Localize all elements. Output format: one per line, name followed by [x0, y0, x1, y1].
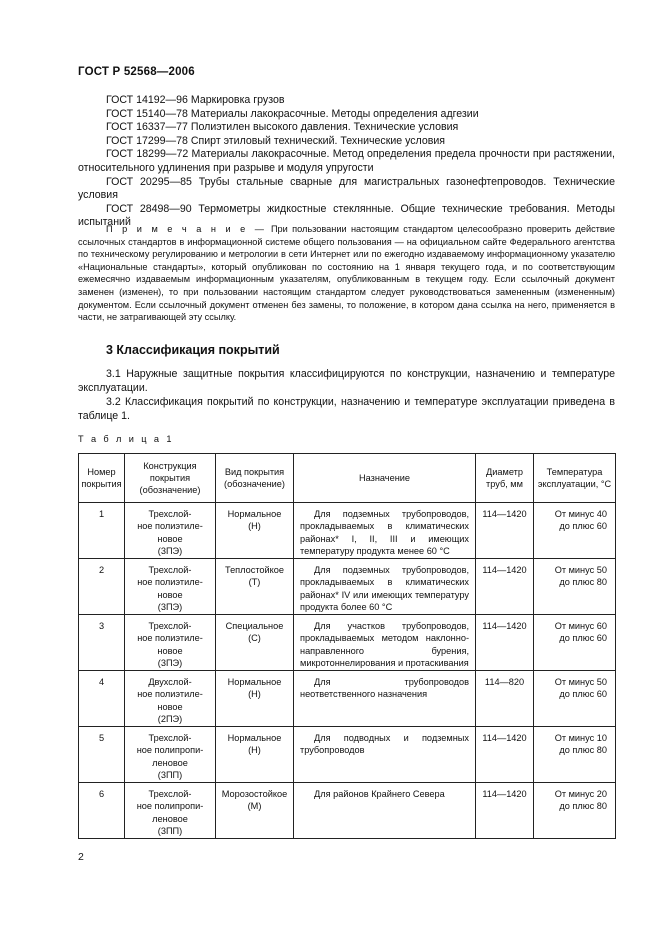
table-row: [79, 671, 616, 727]
header-cell: Конструкция покрытия (обозначение): [125, 454, 216, 503]
cell-diameter: 114—1420: [476, 503, 534, 559]
cell-construction: Трехслой- ное полипропи- леновое (3ПП): [125, 727, 216, 783]
table-row: [79, 559, 616, 615]
reference-item: ГОСТ 15140—78 Материалы лакокрасочные. Методы определения адгезии: [106, 107, 479, 120]
table-row: [79, 503, 616, 559]
cell-number: 6: [79, 783, 125, 839]
cell-type: Нормальное (Н): [216, 671, 294, 727]
header-cell: Номер покрытия: [79, 454, 125, 503]
cell-purpose: Для подводных и подземных трубопроводов: [294, 727, 476, 783]
cell-diameter: 114—820: [476, 671, 534, 727]
cell-purpose: Для подземных трубопроводов, прокладываемых в климатических районах* I, II, III и имеющих температуру продукта менее 60 °С: [294, 503, 476, 559]
cell-purpose: Для участков трубопроводов, прокладываемых методом наклонно-направленного бурения, микротоннелирования и протаскивания: [294, 615, 476, 671]
cell-number: 1: [79, 503, 125, 559]
reference-item: ГОСТ 16337—77 Полиэтилен высокого давления. Технические условия: [106, 121, 459, 134]
cell-number: 5: [79, 727, 125, 783]
header-cell: Назначение: [294, 454, 476, 503]
cell-temperature: От минус 20 до плюс 80: [534, 783, 616, 839]
table-row: [79, 615, 616, 671]
cell-temperature: От минус 60 до плюс 60: [534, 615, 616, 671]
cell-construction: Трехслой- ное полиэтиле- новое (3ПЭ): [125, 559, 216, 615]
cell-type: Морозостойкое (М): [216, 783, 294, 839]
header-cell: Вид покрытия (обозначение): [216, 454, 294, 503]
header-cell: Диаметр труб, мм: [476, 454, 534, 503]
cell-temperature: От минус 50 до плюс 60: [534, 671, 616, 727]
cell-type: Нормальное (Н): [216, 503, 294, 559]
page-number: 2: [78, 851, 84, 863]
cell-number: 4: [79, 671, 125, 727]
cell-construction: Двухслой- ное полиэтиле- новое (2ПЭ): [125, 671, 216, 727]
reference-item: ГОСТ 18299—72 Материалы лакокрасочные. Метод определения предела прочности при растяжении, относительного удлинения при разрыве и модуля упругости: [78, 148, 615, 174]
reference-list: [78, 94, 615, 230]
table-header-row: [79, 454, 616, 503]
cell-construction: Трехслой- ное полипропи- леновое (3ПП): [125, 783, 216, 839]
cell-type: Специальное (С): [216, 615, 294, 671]
reference-item: ГОСТ 28498—90 Термометры жидкостные стеклянные. Общие технические требования. Методы испытаний: [78, 202, 615, 229]
cell-diameter: 114—1420: [476, 727, 534, 783]
clause-3-1: 3.1 Наружные защитные покрытия классифицируются по конструкции, назначению и температуре эксплуатации.: [78, 368, 615, 394]
cell-diameter: 114—1420: [476, 559, 534, 615]
section-title: 3 Классификация покрытий: [106, 343, 280, 357]
page-header: ГОСТ Р 52568—2006: [78, 66, 195, 78]
cell-purpose: Для подземных трубопроводов, прокладываемых в климатических районах* IV или имеющих температуру продукта более 60 °С: [294, 559, 476, 615]
cell-construction: Трехслой- ное полиэтиле- новое (3ПЭ): [125, 615, 216, 671]
table-row: [79, 727, 616, 783]
header-cell: Температура эксплуатации, °С: [534, 454, 616, 503]
note-text: При пользовании настоящим стандартом целесообразно проверить действие ссылочных стандартов в информационной системе общего пользования — на официальном сайте Федерального агентства по техническому регулированию и метрологии в сети Интернет или по ежегодно издаваемому информационному указателю «Национальные стандарты», который опубликован по состоянию на 1 января текущего года, и по соответствующим ежемесячно издаваемым информационным указателям, опубликованным в текущем году. Если ссылочный документ заменен (изменен), то при пользовании настоящим стандартом следует руководствоваться замененным (измененным) документом. Если ссылочный документ отменен без замены, то положение, в котором дана ссылка на него, применяется в части, не затрагивающей эту ссылку.: [78, 224, 616, 323]
table-caption: Т а б л и ц а 1: [78, 434, 174, 444]
cell-purpose: Для районов Крайнего Севера: [294, 783, 476, 839]
cell-purpose: Для трубопроводов неответственного назначения: [294, 671, 476, 727]
classification-table: [78, 453, 616, 839]
reference-item: ГОСТ 14192—96 Маркировка грузов: [106, 94, 285, 106]
cell-type: Нормальное (Н): [216, 727, 294, 783]
reference-item: ГОСТ 20295—85 Трубы стальные сварные для магистральных газонефтепроводов. Технические условия: [78, 175, 615, 202]
cell-number: 3: [79, 615, 125, 671]
cell-temperature: От минус 50 до плюс 80: [534, 559, 616, 615]
cell-temperature: От минус 10 до плюс 80: [534, 727, 616, 783]
cell-temperature: От минус 40 до плюс 60: [534, 503, 616, 559]
cell-diameter: 114—1420: [476, 615, 534, 671]
reference-item: ГОСТ 17299—78 Спирт этиловый технический. Технические условия: [106, 134, 446, 147]
cell-diameter: 114—1420: [476, 783, 534, 839]
cell-type: Теплостойкое (Т): [216, 559, 294, 615]
note-paragraph: [78, 223, 615, 324]
note-label: П р и м е ч а н и е —: [106, 224, 267, 234]
table-row: [79, 783, 616, 839]
cell-construction: Трехслой- ное полиэтиле- новое (3ПЭ): [125, 503, 216, 559]
clause-3-2: 3.2 Классификация покрытий по конструкции, назначению и температуре эксплуатации приведена в таблице 1.: [78, 396, 615, 422]
cell-number: 2: [79, 559, 125, 615]
